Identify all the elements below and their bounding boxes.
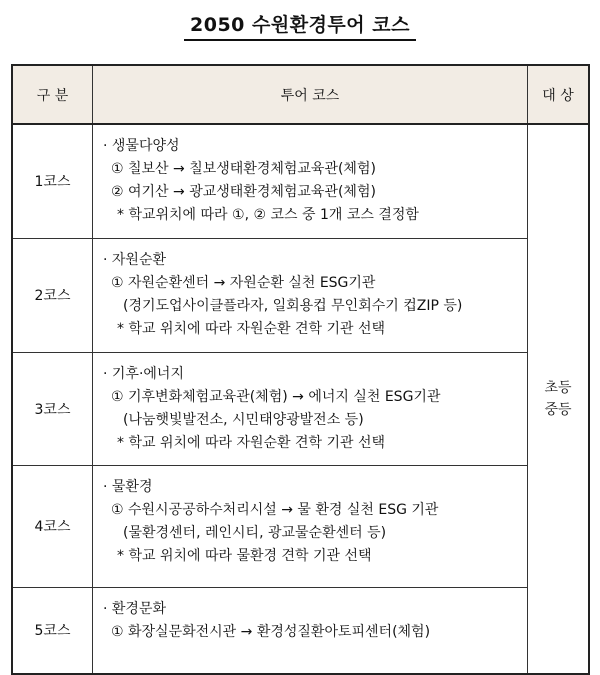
course-label: 1코스	[12, 124, 93, 238]
table-row	[12, 587, 589, 674]
course-note: * 학교 위치에 따라 자원순환 견학 기관 선택	[117, 320, 386, 337]
tour-course-table	[11, 64, 590, 675]
table-row	[12, 238, 589, 352]
header-target: 대 상	[528, 65, 590, 124]
course-note: * 학교 위치에 따라 물환경 견학 기관 선택	[117, 547, 372, 564]
course-line: (경기도업사이클플라자, 일회용컵 무인회수기 컵ZIP 등)	[123, 297, 463, 314]
course-description	[93, 238, 528, 352]
course-heading: · 환경문화	[103, 600, 166, 617]
course-note: * 학교위치에 따라 ①, ② 코스 중 1개 코스 결정함	[117, 207, 419, 223]
course-line: ① 화장실문화전시관 → 환경성질환아토피센터(체험)	[111, 623, 431, 640]
document-title	[0, 10, 600, 41]
course-heading: · 자원순환	[103, 251, 166, 268]
course-description	[93, 587, 528, 674]
header-row	[12, 65, 589, 124]
target-elementary: 초등	[544, 380, 572, 396]
table-row	[12, 124, 589, 238]
course-description	[93, 465, 528, 587]
course-line: ① 수원시공공하수처리시설 → 물 환경 실천 ESG 기관	[111, 501, 439, 518]
course-label: 4코스	[12, 465, 93, 587]
course-heading: · 기후·에너지	[103, 365, 184, 382]
course-line: ② 여기산 → 광교생태환경체험교육관(체험)	[111, 184, 376, 200]
target-middle: 중등	[544, 402, 572, 418]
header-tour-course: 투어 코스	[93, 65, 528, 124]
target-cell	[528, 124, 590, 674]
table-row	[12, 352, 589, 465]
course-note: * 학교 위치에 따라 자원순환 견학 기관 선택	[117, 434, 386, 451]
table-row	[12, 465, 589, 587]
course-line: ① 기후변화체험교육관(체험) → 에너지 실천 ESG기관	[111, 388, 441, 405]
course-label: 3코스	[12, 352, 93, 465]
course-line: ① 자원순환센터 → 자원순환 실천 ESG기관	[111, 274, 376, 291]
course-description	[93, 352, 528, 465]
header-category: 구 분	[12, 65, 93, 124]
course-heading: · 물환경	[103, 478, 153, 495]
title-text: 2050 수원환경투어 코스	[184, 10, 416, 41]
course-line: (물환경센터, 레인시티, 광교물순환센터 등)	[123, 524, 387, 541]
course-heading: · 생물다양성	[103, 138, 180, 154]
course-line: ① 칠보산 → 칠보생태환경체험교육관(체험)	[111, 161, 376, 177]
course-label: 5코스	[12, 587, 93, 674]
course-description	[93, 124, 528, 238]
course-label: 2코스	[12, 238, 93, 352]
course-line: (나눔햇빛발전소, 시민태양광발전소 등)	[123, 411, 364, 428]
